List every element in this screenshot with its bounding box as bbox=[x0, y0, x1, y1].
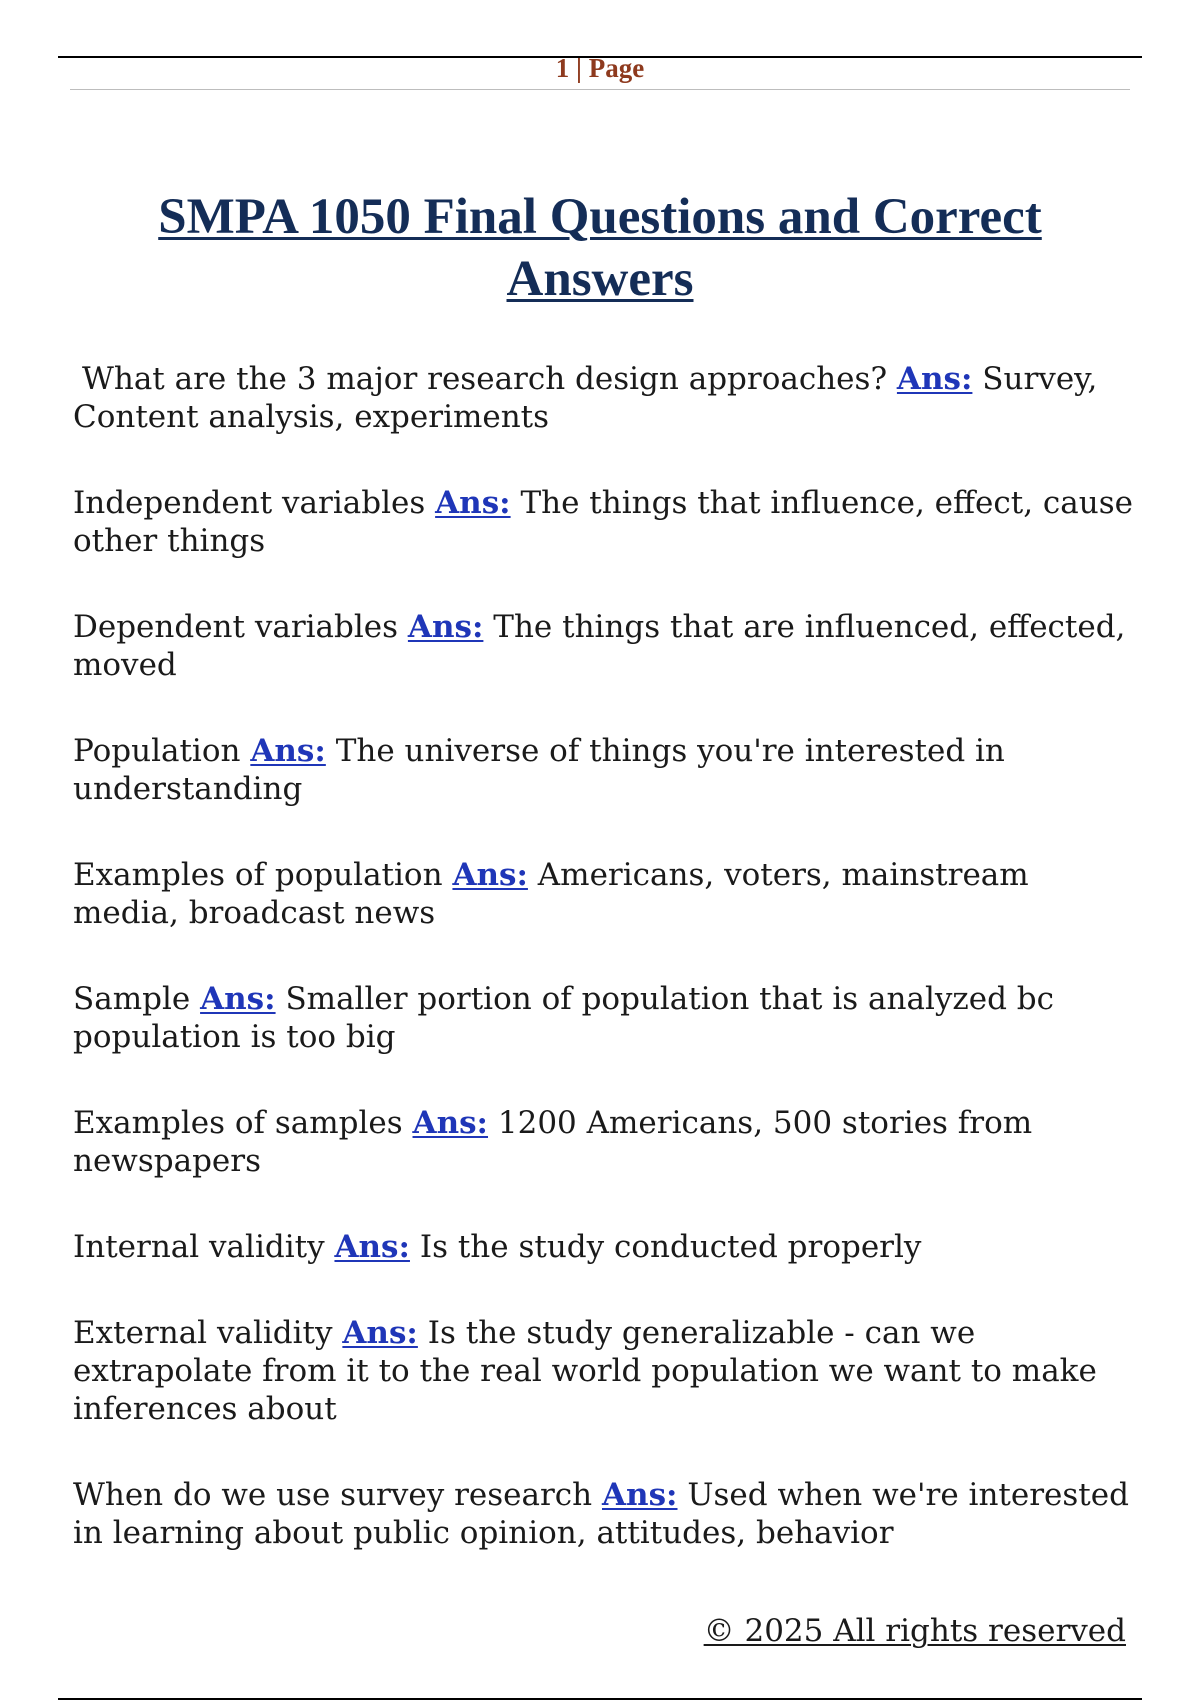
question-text: External validity bbox=[73, 1315, 333, 1351]
question-text: Examples of population bbox=[73, 857, 443, 893]
ans-link[interactable]: Ans: bbox=[342, 1315, 418, 1351]
document-title: SMPA 1050 Final Questions and Correct Answers bbox=[158, 189, 1042, 307]
answer-text: Is the study generalizable - can we extrapolate from it to the real world population we want to make inferences about bbox=[73, 1315, 1097, 1427]
answer-text: Smaller portion of population that is analyzed bc population is too big bbox=[73, 981, 1054, 1055]
ans-link[interactable]: Ans: bbox=[407, 609, 484, 645]
question-text: Independent variables bbox=[73, 485, 426, 521]
answer-text: The things that are influenced, effected, moved bbox=[73, 609, 1126, 683]
answer-text: The universe of things you're interested in understanding bbox=[73, 733, 1005, 807]
qa-list bbox=[73, 360, 1138, 1600]
qa-item bbox=[73, 1104, 1138, 1180]
question-text: Dependent variables bbox=[73, 609, 399, 645]
ans-link[interactable]: Ans: bbox=[334, 1229, 410, 1265]
question-text: What are the 3 major research design approaches? bbox=[82, 361, 888, 397]
qa-item bbox=[73, 484, 1138, 560]
answer-text: Is the study conducted properly bbox=[419, 1229, 922, 1265]
qa-item bbox=[73, 1314, 1138, 1428]
qa-item bbox=[73, 732, 1138, 808]
qa-item bbox=[73, 1228, 1138, 1266]
ans-link[interactable]: Ans: bbox=[896, 361, 973, 397]
copyright-notice: © 2025 All rights reserved bbox=[703, 1613, 1126, 1649]
answer-text: Americans, voters, mainstream media, broadcast news bbox=[73, 857, 1029, 931]
answer-text: Survey, Content analysis, experiments bbox=[73, 361, 1098, 435]
ans-link[interactable]: Ans: bbox=[452, 857, 528, 893]
page-number: 1 | Page bbox=[555, 53, 645, 83]
ans-link[interactable]: Ans: bbox=[412, 1105, 489, 1141]
ans-link[interactable]: Ans: bbox=[602, 1477, 678, 1513]
qa-item bbox=[73, 360, 1138, 436]
answer-text: Used when we're interested in learning about public opinion, attitudes, behavior bbox=[73, 1477, 1129, 1551]
ans-link[interactable]: Ans: bbox=[250, 733, 326, 769]
qa-item bbox=[73, 608, 1138, 684]
ans-link[interactable]: Ans: bbox=[200, 981, 276, 1017]
answer-text: 1200 Americans, 500 stories from newspapers bbox=[73, 1105, 1033, 1179]
qa-item bbox=[73, 856, 1138, 932]
question-text: Population bbox=[73, 733, 241, 769]
question-text: Examples of samples bbox=[73, 1105, 403, 1141]
qa-item bbox=[73, 1476, 1138, 1552]
qa-item bbox=[73, 980, 1138, 1056]
answer-text: The things that influence, effect, cause other things bbox=[73, 485, 1133, 559]
question-text: Internal validity bbox=[73, 1229, 325, 1265]
question-text: When do we use survey research bbox=[73, 1477, 593, 1513]
question-text: Sample bbox=[73, 981, 191, 1017]
ans-link[interactable]: Ans: bbox=[435, 485, 511, 521]
header-divider bbox=[70, 89, 1130, 90]
